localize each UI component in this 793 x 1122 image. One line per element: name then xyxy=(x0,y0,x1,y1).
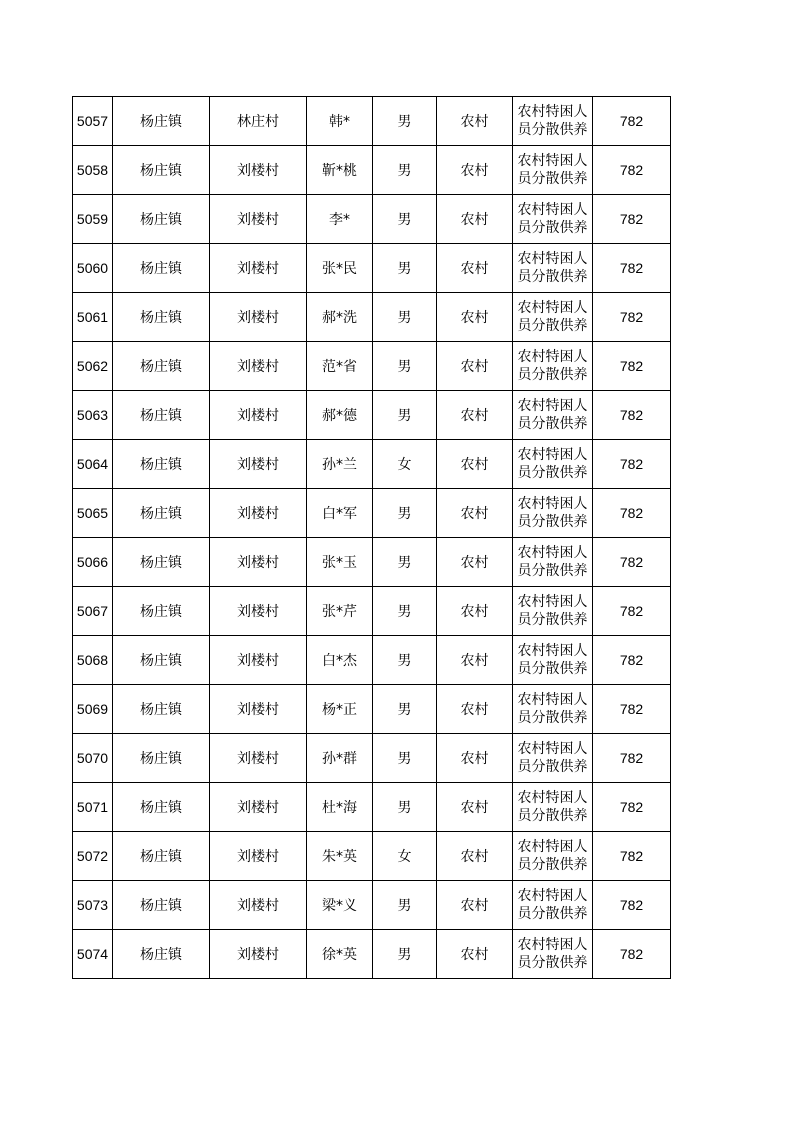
name-cell: 张*民 xyxy=(307,244,373,293)
category-cell: 农村特困人员分散供养 xyxy=(513,685,593,734)
residence-cell: 农村 xyxy=(437,391,513,440)
record-id-cell: 5067 xyxy=(73,587,113,636)
table-row xyxy=(73,734,671,783)
record-id-cell: 5074 xyxy=(73,930,113,979)
table-row xyxy=(73,244,671,293)
category-cell: 农村特困人员分散供养 xyxy=(513,440,593,489)
amount-cell: 782 xyxy=(593,244,671,293)
town-cell: 杨庄镇 xyxy=(113,195,210,244)
village-cell: 林庄村 xyxy=(210,97,307,146)
name-cell: 郝*洗 xyxy=(307,293,373,342)
table-row xyxy=(73,195,671,244)
residence-cell: 农村 xyxy=(437,783,513,832)
gender-cell: 男 xyxy=(373,293,437,342)
gender-cell: 男 xyxy=(373,930,437,979)
record-id-cell: 5062 xyxy=(73,342,113,391)
name-cell: 孙*兰 xyxy=(307,440,373,489)
category-cell: 农村特困人员分散供养 xyxy=(513,538,593,587)
town-cell: 杨庄镇 xyxy=(113,489,210,538)
name-cell: 杨*正 xyxy=(307,685,373,734)
amount-cell: 782 xyxy=(593,489,671,538)
gender-cell: 男 xyxy=(373,783,437,832)
village-cell: 刘楼村 xyxy=(210,244,307,293)
village-cell: 刘楼村 xyxy=(210,538,307,587)
table-row xyxy=(73,146,671,195)
record-id-cell: 5063 xyxy=(73,391,113,440)
record-id-cell: 5059 xyxy=(73,195,113,244)
name-cell: 李* xyxy=(307,195,373,244)
amount-cell: 782 xyxy=(593,685,671,734)
category-cell: 农村特困人员分散供养 xyxy=(513,930,593,979)
village-cell: 刘楼村 xyxy=(210,881,307,930)
residence-cell: 农村 xyxy=(437,293,513,342)
table-row xyxy=(73,440,671,489)
record-id-cell: 5071 xyxy=(73,783,113,832)
village-cell: 刘楼村 xyxy=(210,587,307,636)
table-row xyxy=(73,97,671,146)
village-cell: 刘楼村 xyxy=(210,783,307,832)
record-id-cell: 5073 xyxy=(73,881,113,930)
town-cell: 杨庄镇 xyxy=(113,930,210,979)
table-row xyxy=(73,832,671,881)
town-cell: 杨庄镇 xyxy=(113,391,210,440)
amount-cell: 782 xyxy=(593,538,671,587)
residence-cell: 农村 xyxy=(437,440,513,489)
category-cell: 农村特困人员分散供养 xyxy=(513,734,593,783)
gender-cell: 男 xyxy=(373,489,437,538)
records-table xyxy=(72,96,671,979)
records-body xyxy=(73,97,671,979)
town-cell: 杨庄镇 xyxy=(113,342,210,391)
table-row xyxy=(73,391,671,440)
gender-cell: 男 xyxy=(373,391,437,440)
gender-cell: 男 xyxy=(373,146,437,195)
gender-cell: 男 xyxy=(373,881,437,930)
table-row xyxy=(73,538,671,587)
village-cell: 刘楼村 xyxy=(210,440,307,489)
residence-cell: 农村 xyxy=(437,930,513,979)
gender-cell: 男 xyxy=(373,342,437,391)
town-cell: 杨庄镇 xyxy=(113,783,210,832)
category-cell: 农村特困人员分散供养 xyxy=(513,587,593,636)
amount-cell: 782 xyxy=(593,391,671,440)
amount-cell: 782 xyxy=(593,195,671,244)
gender-cell: 男 xyxy=(373,538,437,587)
residence-cell: 农村 xyxy=(437,587,513,636)
town-cell: 杨庄镇 xyxy=(113,881,210,930)
village-cell: 刘楼村 xyxy=(210,342,307,391)
village-cell: 刘楼村 xyxy=(210,636,307,685)
category-cell: 农村特困人员分散供养 xyxy=(513,293,593,342)
residence-cell: 农村 xyxy=(437,538,513,587)
category-cell: 农村特困人员分散供养 xyxy=(513,97,593,146)
amount-cell: 782 xyxy=(593,930,671,979)
category-cell: 农村特困人员分散供养 xyxy=(513,342,593,391)
town-cell: 杨庄镇 xyxy=(113,734,210,783)
residence-cell: 农村 xyxy=(437,832,513,881)
gender-cell: 男 xyxy=(373,195,437,244)
amount-cell: 782 xyxy=(593,293,671,342)
table-row xyxy=(73,342,671,391)
category-cell: 农村特困人员分散供养 xyxy=(513,881,593,930)
amount-cell: 782 xyxy=(593,587,671,636)
record-id-cell: 5068 xyxy=(73,636,113,685)
category-cell: 农村特困人员分散供养 xyxy=(513,391,593,440)
record-id-cell: 5065 xyxy=(73,489,113,538)
name-cell: 郝*德 xyxy=(307,391,373,440)
table-row xyxy=(73,636,671,685)
name-cell: 张*玉 xyxy=(307,538,373,587)
town-cell: 杨庄镇 xyxy=(113,538,210,587)
residence-cell: 农村 xyxy=(437,636,513,685)
village-cell: 刘楼村 xyxy=(210,685,307,734)
town-cell: 杨庄镇 xyxy=(113,146,210,195)
amount-cell: 782 xyxy=(593,783,671,832)
table-row xyxy=(73,293,671,342)
record-id-cell: 5060 xyxy=(73,244,113,293)
table-row xyxy=(73,489,671,538)
residence-cell: 农村 xyxy=(437,146,513,195)
table-row xyxy=(73,930,671,979)
amount-cell: 782 xyxy=(593,440,671,489)
village-cell: 刘楼村 xyxy=(210,293,307,342)
table-row xyxy=(73,783,671,832)
record-id-cell: 5064 xyxy=(73,440,113,489)
name-cell: 范*省 xyxy=(307,342,373,391)
name-cell: 孙*群 xyxy=(307,734,373,783)
town-cell: 杨庄镇 xyxy=(113,293,210,342)
residence-cell: 农村 xyxy=(437,342,513,391)
category-cell: 农村特困人员分散供养 xyxy=(513,832,593,881)
category-cell: 农村特困人员分散供养 xyxy=(513,636,593,685)
category-cell: 农村特困人员分散供养 xyxy=(513,489,593,538)
village-cell: 刘楼村 xyxy=(210,832,307,881)
village-cell: 刘楼村 xyxy=(210,146,307,195)
village-cell: 刘楼村 xyxy=(210,734,307,783)
record-id-cell: 5072 xyxy=(73,832,113,881)
town-cell: 杨庄镇 xyxy=(113,685,210,734)
amount-cell: 782 xyxy=(593,636,671,685)
gender-cell: 男 xyxy=(373,636,437,685)
table-row xyxy=(73,685,671,734)
residence-cell: 农村 xyxy=(437,881,513,930)
amount-cell: 782 xyxy=(593,342,671,391)
gender-cell: 男 xyxy=(373,97,437,146)
gender-cell: 女 xyxy=(373,440,437,489)
village-cell: 刘楼村 xyxy=(210,489,307,538)
gender-cell: 男 xyxy=(373,244,437,293)
residence-cell: 农村 xyxy=(437,685,513,734)
category-cell: 农村特困人员分散供养 xyxy=(513,195,593,244)
gender-cell: 女 xyxy=(373,832,437,881)
record-id-cell: 5057 xyxy=(73,97,113,146)
residence-cell: 农村 xyxy=(437,734,513,783)
name-cell: 杜*海 xyxy=(307,783,373,832)
town-cell: 杨庄镇 xyxy=(113,97,210,146)
amount-cell: 782 xyxy=(593,97,671,146)
residence-cell: 农村 xyxy=(437,97,513,146)
category-cell: 农村特困人员分散供养 xyxy=(513,146,593,195)
table-row xyxy=(73,881,671,930)
name-cell: 靳*桃 xyxy=(307,146,373,195)
amount-cell: 782 xyxy=(593,146,671,195)
town-cell: 杨庄镇 xyxy=(113,636,210,685)
residence-cell: 农村 xyxy=(437,489,513,538)
amount-cell: 782 xyxy=(593,832,671,881)
gender-cell: 男 xyxy=(373,685,437,734)
gender-cell: 男 xyxy=(373,587,437,636)
record-id-cell: 5066 xyxy=(73,538,113,587)
name-cell: 白*杰 xyxy=(307,636,373,685)
gender-cell: 男 xyxy=(373,734,437,783)
amount-cell: 782 xyxy=(593,881,671,930)
name-cell: 白*军 xyxy=(307,489,373,538)
town-cell: 杨庄镇 xyxy=(113,244,210,293)
record-id-cell: 5069 xyxy=(73,685,113,734)
record-id-cell: 5061 xyxy=(73,293,113,342)
name-cell: 徐*英 xyxy=(307,930,373,979)
record-id-cell: 5058 xyxy=(73,146,113,195)
town-cell: 杨庄镇 xyxy=(113,440,210,489)
village-cell: 刘楼村 xyxy=(210,195,307,244)
village-cell: 刘楼村 xyxy=(210,930,307,979)
name-cell: 韩* xyxy=(307,97,373,146)
town-cell: 杨庄镇 xyxy=(113,587,210,636)
amount-cell: 782 xyxy=(593,734,671,783)
record-id-cell: 5070 xyxy=(73,734,113,783)
residence-cell: 农村 xyxy=(437,195,513,244)
village-cell: 刘楼村 xyxy=(210,391,307,440)
residence-cell: 农村 xyxy=(437,244,513,293)
name-cell: 梁*义 xyxy=(307,881,373,930)
name-cell: 张*芹 xyxy=(307,587,373,636)
name-cell: 朱*英 xyxy=(307,832,373,881)
table-row xyxy=(73,587,671,636)
category-cell: 农村特困人员分散供养 xyxy=(513,783,593,832)
category-cell: 农村特困人员分散供养 xyxy=(513,244,593,293)
town-cell: 杨庄镇 xyxy=(113,832,210,881)
